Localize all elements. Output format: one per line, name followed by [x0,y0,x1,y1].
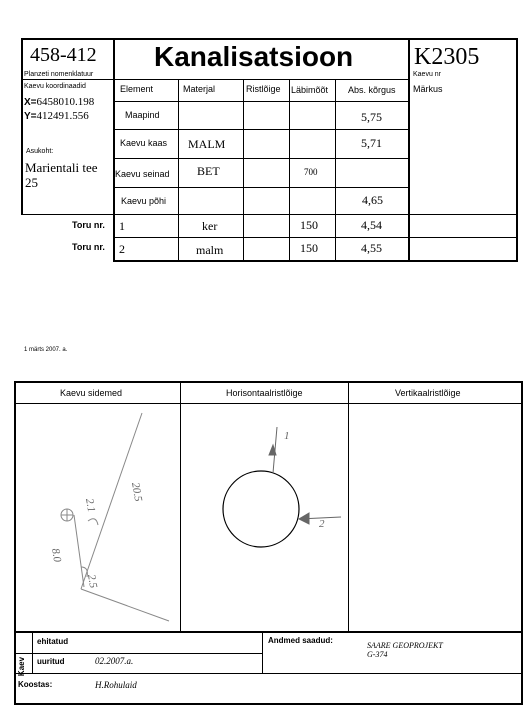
panel-title-horizontal: Horisontaalristlõige [226,388,303,398]
compiled-label: Koostas: [18,680,53,689]
header-diameter: Läbimõõt [291,85,329,95]
coordinates-caption: Kaevu koordinaadid [24,83,86,90]
y-coordinate [24,110,89,122]
connections-sketch [14,403,182,631]
sketch-label: 20.5 [129,481,145,503]
row-abs-height: 5,71 [361,136,382,150]
row-material: BET [197,164,220,178]
compiled-value: H.Rohulaid [95,680,137,690]
row-element: Kaevu seinad [115,169,170,179]
header-material: Materjal [183,84,216,94]
sketch-label: 8.0 [49,547,64,564]
sheet-number: 458-412 [30,44,97,66]
x-label: X= [24,97,37,108]
pipe-number: 1 [119,219,125,233]
pipe-abs-height: 4,54 [361,218,382,232]
date-note: 1 märts 2007. a. [24,347,68,353]
page-title: Kanalisatsioon [154,41,354,72]
pipe-material: ker [202,219,218,233]
row-diameter: 700 [304,167,318,177]
horizontal-section-sketch [181,403,348,631]
sketch-label: 2.5 [85,573,100,590]
row-abs-height: 5,75 [361,110,382,124]
arrow-label: 2 [319,518,325,530]
address-caption: Asukoht: [26,148,54,155]
well-number: K2305 [414,44,480,70]
footer-side-label: Kaev [17,656,27,677]
pipe-number: 2 [119,242,125,256]
sheet-caption: Planzeti nomenklatuur [24,71,94,78]
pipe-diameter: 150 [300,218,318,232]
row-element: Kaevu põhi [121,196,167,206]
header-remarks: Märkus [413,84,443,94]
arrow-label: 1 [284,430,290,442]
row-element: Maapind [125,110,160,120]
row-abs-height: 4,65 [362,193,383,207]
panel-title-vertical: Vertikaalristlõige [395,388,461,398]
well-caption: Kaevu nr [413,71,442,78]
measured-label: uuritud [37,657,65,666]
header-cross-section: Ristlõige [246,84,281,94]
y-label: Y= [24,111,37,122]
pipe-label: Toru nr. [72,220,105,230]
address-line1: Marientali tee [25,160,98,175]
built-label: ehitatud [37,637,69,646]
pipe-diameter: 150 [300,241,318,255]
y-value: 412491.556 [36,110,89,122]
pipe-label: Toru nr. [72,242,105,252]
measured-value: 02.2007.a. [95,656,134,666]
sketch-label: 2.1 [83,497,98,514]
x-value: 6458010.198 [36,96,95,108]
data-source-label: Andmed saadud: [268,636,333,645]
panel-title-connections: Kaevu sidemed [60,388,123,398]
pipe-abs-height: 4,55 [361,241,382,255]
row-element: Kaevu kaas [120,138,168,148]
data-source-code: G-374 [367,650,388,659]
header-abs-height: Abs. kõrgus [348,85,396,95]
x-coordinate [24,96,94,108]
address-line2: 25 [25,175,38,190]
data-source-company: SAARE GEOPROJEKT [367,641,443,650]
row-material: MALM [188,137,226,151]
header-element: Element [120,84,154,94]
pipe-material: malm [196,243,224,257]
